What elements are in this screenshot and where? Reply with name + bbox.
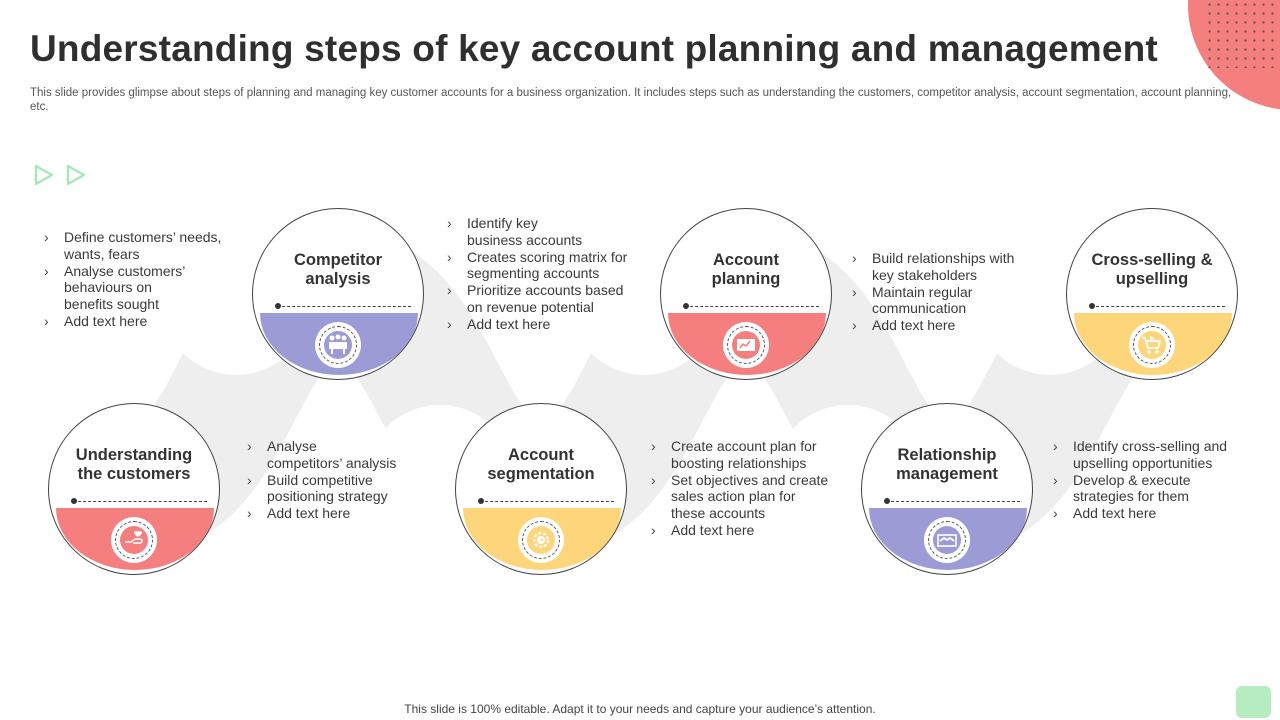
bullet-list-account-planning xyxy=(649,438,828,539)
divider-dot xyxy=(478,498,484,504)
step-label: Understanding the customers xyxy=(75,446,193,483)
divider-dot xyxy=(275,303,281,309)
badge-ring xyxy=(727,326,765,364)
dashed-divider xyxy=(886,501,1020,502)
bullet-item: › Create account plan for boosting relationships xyxy=(649,438,828,472)
step-circle-account-planning xyxy=(660,208,832,380)
bullet-list-relationship-management xyxy=(850,250,1014,334)
step-circle-cross-selling xyxy=(1066,208,1238,380)
badge-ring xyxy=(319,326,357,364)
bullet-item: › Add text here xyxy=(850,317,1014,334)
footer-note: This slide is 100% editable. Adapt it to your needs and capture your audience’s attention. xyxy=(404,702,876,716)
bullet-item: › Set objectives and create sales action plan for these accounts xyxy=(649,472,828,522)
step-label: Cross-selling & upselling xyxy=(1091,251,1213,288)
badge-ring xyxy=(522,521,560,559)
badge-ring xyxy=(928,521,966,559)
badge-ring xyxy=(115,521,153,559)
badge-ring xyxy=(1133,326,1171,364)
bullet-list-cross-selling xyxy=(1051,438,1227,522)
bullet-item: › Develop & execute strategies for them xyxy=(1051,472,1227,506)
step-circle-account-segmentation xyxy=(455,403,627,575)
page-subtitle: This slide provides glimpse about steps of planning and managing key customer accounts for a business organization. It includes steps such as understanding the customers, competitor analysis, account segmentation, account planning, etc. xyxy=(30,87,1232,113)
bullet-list-understanding-customers xyxy=(42,229,221,330)
bullet-item: › Creates scoring matrix for segmenting accounts xyxy=(445,249,627,283)
next-slide-button[interactable] xyxy=(1236,686,1271,718)
dashed-divider xyxy=(73,501,207,502)
icon-badge xyxy=(111,517,157,563)
bullet-item: › Add text here xyxy=(649,522,828,539)
bullet-item: › Add text here xyxy=(245,505,396,522)
dashed-divider xyxy=(277,306,411,307)
step-label: Account planning xyxy=(711,251,781,288)
bullet-item: › Identify key business accounts xyxy=(445,215,627,249)
step-circle-competitor-analysis xyxy=(252,208,424,380)
bullet-item: › Build competitive positioning strategy xyxy=(245,472,396,506)
icon-badge xyxy=(1129,322,1175,368)
step-circle-understanding-customers xyxy=(48,403,220,575)
icon-badge xyxy=(723,322,769,368)
page-title: Understanding steps of key account planning and management xyxy=(30,28,1158,69)
divider-dot xyxy=(1089,303,1095,309)
bullet-item: › Build relationships with key stakeholders xyxy=(850,250,1014,284)
step-label: Account segmentation xyxy=(487,446,595,483)
dashed-divider xyxy=(1091,306,1225,307)
bullet-item: › Analyse competitors’ analysis xyxy=(245,438,396,472)
bullet-list-account-segmentation xyxy=(445,215,627,333)
divider-dot xyxy=(884,498,890,504)
step-label: Relationship management xyxy=(896,446,998,483)
bullet-item: › Maintain regular communication xyxy=(850,284,1014,318)
bullet-item: › Identify cross-selling and upselling opportunities xyxy=(1051,438,1227,472)
icon-badge xyxy=(518,517,564,563)
bullet-list-competitor-analysis xyxy=(245,438,396,522)
dashed-divider xyxy=(480,501,614,502)
bullet-item: › Prioritize accounts based on revenue potential xyxy=(445,282,627,316)
divider-dot xyxy=(71,498,77,504)
icon-badge xyxy=(924,517,970,563)
bullet-item: › Add text here xyxy=(1051,505,1227,522)
icon-badge xyxy=(315,322,361,368)
bullet-item: › Add text here xyxy=(445,316,627,333)
bullet-item: › Add text here xyxy=(42,313,221,330)
divider-dot xyxy=(683,303,689,309)
bullet-item: › Analyse customers’ behaviours on benefits sought xyxy=(42,263,221,313)
step-label: Competitor analysis xyxy=(294,251,382,288)
bullet-item: › Define customers’ needs, wants, fears xyxy=(42,229,221,263)
step-circle-relationship-management xyxy=(861,403,1033,575)
dashed-divider xyxy=(685,306,819,307)
